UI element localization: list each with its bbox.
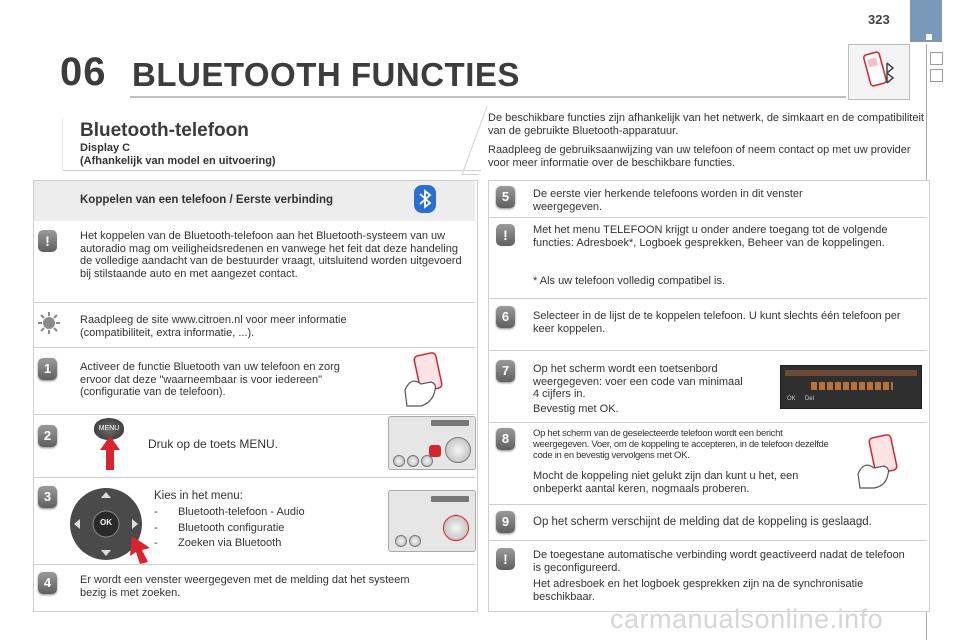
divider xyxy=(34,564,475,565)
lightbulb-icon xyxy=(38,312,58,332)
divider xyxy=(34,302,475,303)
model-note: (Afhankelijk van model en uitvoering) xyxy=(80,155,276,167)
tip-text: Raadpleeg de site www.citroen.nl voor meer informatie (compatibiliteit, extra informatie, ...). xyxy=(80,314,347,339)
menu-highlight xyxy=(429,445,441,457)
digit-row xyxy=(811,382,893,390)
step8-retry: Mocht de koppeling niet gelukt zijn dan kunt u het, een onbeperkt aantal keren, nogmaals proberen. xyxy=(533,470,799,495)
radio-unit-image xyxy=(388,490,476,552)
step-badge-3: 3 xyxy=(38,486,57,508)
step3-intro: Kies in het menu: xyxy=(154,490,243,502)
screen-ok: OK xyxy=(787,396,796,402)
divider xyxy=(489,217,927,218)
section-frame xyxy=(62,118,481,171)
screen-del: Del xyxy=(805,396,815,402)
radio-button xyxy=(409,535,421,547)
chapter-number: 06 xyxy=(60,50,107,94)
title-underline xyxy=(130,96,846,98)
screen-topbar xyxy=(785,370,917,376)
warning-icon: ! xyxy=(38,230,57,252)
menu-key-image xyxy=(90,416,130,468)
divider xyxy=(34,414,475,415)
list-item: - Bluetooth configuratie xyxy=(154,521,285,534)
warning-text: Het koppelen van de Bluetooth-telefoon aan het Bluetooth-systeem van uw autoradio mag om veiligheidsredenen en vanwege het feit dat deze handeling de volledige aandacht van de bestuurder vraagt, uitsluitend worden uitgevoerd bij stilstaande auto en met aangezet contact. xyxy=(80,230,462,280)
radio-button xyxy=(395,535,407,547)
step-badge-1: 1 xyxy=(38,358,57,380)
step-badge-2: 2 xyxy=(38,425,57,447)
page-number: 323 xyxy=(868,12,890,27)
warning-icon: ! xyxy=(496,548,515,570)
intro-text-2: Raadpleeg de gebruiksaanwijzing van uw telefoon of neem contact op met uw provider voor meer informatie over de beschikbare functies. xyxy=(488,144,911,169)
step4-text: Er wordt een venster weergegeven met de melding dat het systeem bezig is met zoeken. xyxy=(80,574,410,599)
step6-text: Selecteer in de lijst de te koppelen telefoon. U kunt slechts één telefoon per keer koppelen. xyxy=(533,310,901,335)
radio-dial xyxy=(443,515,469,541)
step-badge-5: 5 xyxy=(496,186,515,208)
divider xyxy=(489,422,927,423)
step7-confirm: Bevestig met OK. xyxy=(533,403,619,415)
warning-icon: ! xyxy=(496,224,515,246)
watermark: carmanualsonline.info xyxy=(610,604,884,634)
section-title: Bluetooth-telefoon xyxy=(80,120,249,141)
hand-phone-image xyxy=(850,432,914,492)
keypad-screen-image xyxy=(780,365,922,409)
chapter-title: BLUETOOTH FUNCTIES xyxy=(132,56,520,93)
step9-text: Op het scherm verschijnt de melding dat de koppeling is geslaagd. xyxy=(533,516,872,528)
step5-text: De eerste vier herkende telefoons worden in dit venster weergegeven. xyxy=(533,188,803,213)
phone-bluetooth-icon xyxy=(848,44,910,100)
telefoon-menu-text: Met het menu TELEFOON krijgt u onder andere toegang tot de volgende functies: Adresboek*, Logboek gesprekken, Beheer van de koppelingen. xyxy=(533,224,888,249)
divider xyxy=(489,540,927,541)
ok-pad-image xyxy=(66,482,150,566)
divider xyxy=(489,298,927,299)
autoconnect-text: De toegestane automatische verbinding wordt geactiveerd nadat de telefoon is geconfigureerd. xyxy=(533,549,905,574)
radio-dial xyxy=(445,437,471,463)
footnote: * Als uw telefoon volledig compatibel is. xyxy=(533,275,725,287)
step2-text: Druk op de toets MENU. xyxy=(148,437,279,451)
divider xyxy=(489,504,927,505)
cd-slot xyxy=(431,496,469,502)
radio-unit-image xyxy=(388,416,476,470)
tab-marker xyxy=(930,52,943,65)
radio-button xyxy=(393,455,405,467)
radio-button xyxy=(407,455,419,467)
intro-text-1: De beschikbare functies zijn afhankelijk van het netwerk, de simkaart en de compatibiliteit van de gebruikte Bluetooth-apparatuur. xyxy=(488,112,924,137)
display-label: Display C xyxy=(80,142,131,154)
step3-menu-list xyxy=(154,505,305,552)
list-item: - Bluetooth-telefoon - Audio xyxy=(154,506,305,518)
divider xyxy=(34,477,475,478)
ok-key: OK xyxy=(100,518,112,527)
step8-text: Op het scherm van de geselecteerde telefoon wordt een bericht weergegeven. Voer, om de koppeling te accepteren, in de telefoon dezelfde code in en bevestig vervolgens met OK. xyxy=(533,428,829,461)
step-badge-7: 7 xyxy=(496,360,515,382)
divider xyxy=(489,350,927,351)
step-badge-8: 8 xyxy=(496,428,515,450)
list-item: - Zoeken via Bluetooth xyxy=(154,537,282,549)
divider xyxy=(34,347,475,348)
step1-text: Activeer de functie Bluetooth van uw telefoon en zorg ervoor dat deze "waarneembaar is voor iedereen" (configuratie van de telefoon). xyxy=(80,361,340,398)
tab-marker xyxy=(930,69,943,82)
bluetooth-icon xyxy=(413,184,437,214)
chapter-tab xyxy=(910,0,942,42)
pairing-title: Koppelen van een telefoon / Eerste verbinding xyxy=(80,194,334,206)
menu-key: MENU xyxy=(94,418,124,440)
step-badge-9: 9 xyxy=(496,511,515,533)
hand-phone-image xyxy=(395,350,455,410)
step-badge-6: 6 xyxy=(496,306,515,328)
step7-text: Op het scherm wordt een toetsenbord weergegeven: voer een code van minimaal 4 cijfers in. xyxy=(533,363,743,400)
cd-slot xyxy=(431,420,469,426)
step-badge-4: 4 xyxy=(38,572,57,594)
sync-text: Het adresboek en het logboek gesprekken zijn na de synchronisatie beschikbaar. xyxy=(533,578,864,603)
